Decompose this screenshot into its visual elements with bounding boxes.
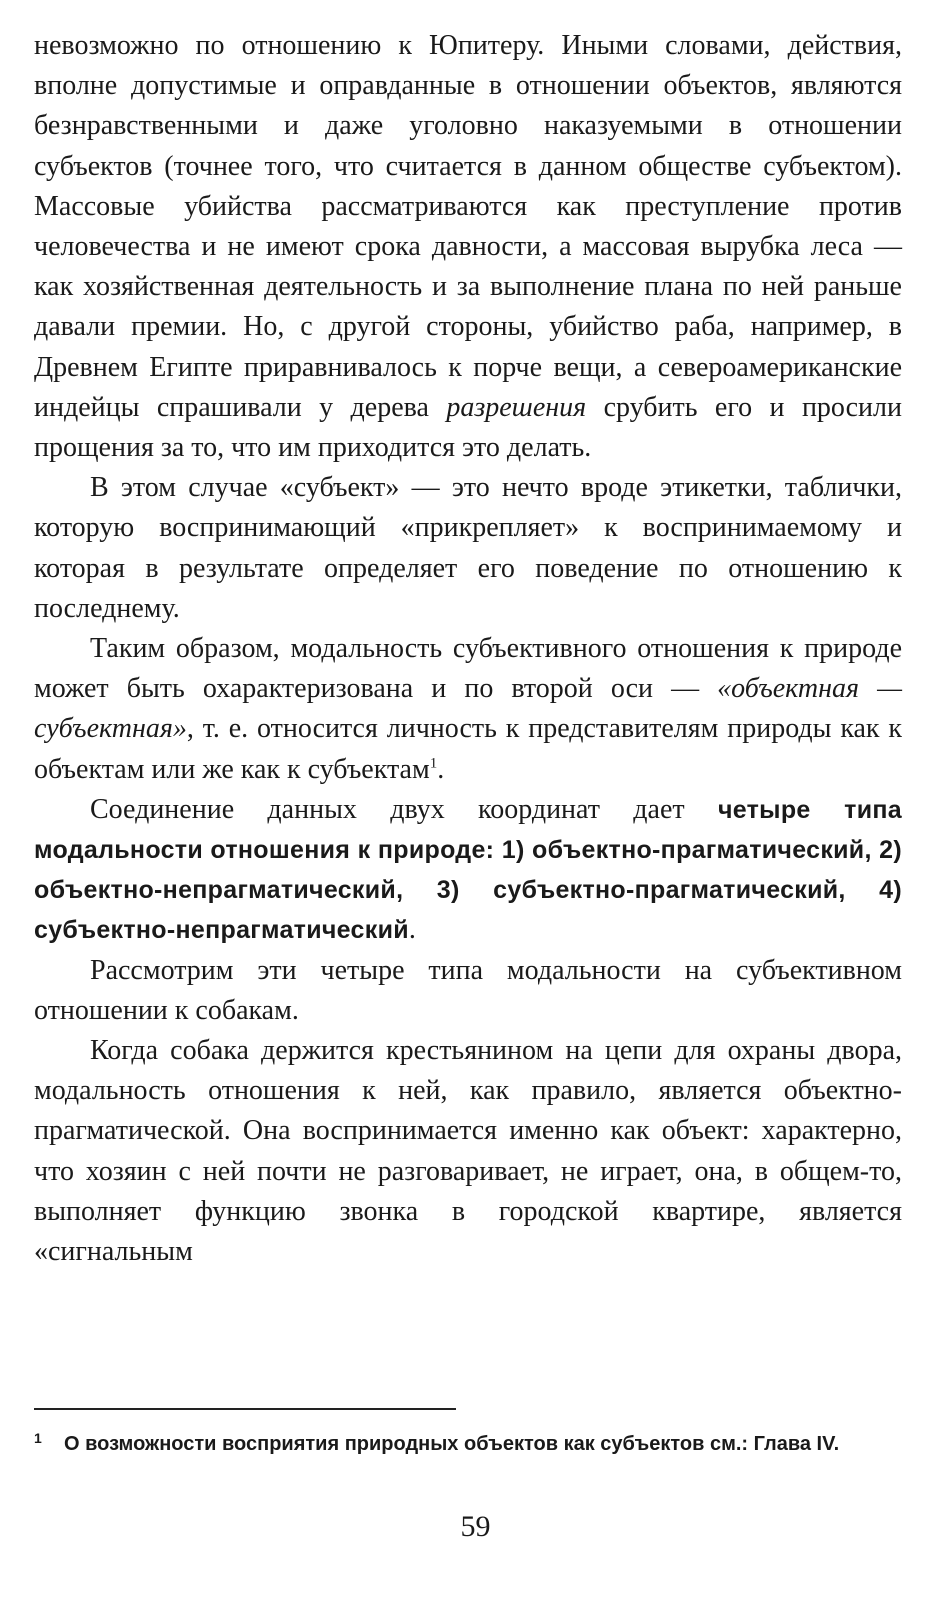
paragraph-3-text-a: Таким образом, модальность субъективного отношения к природе может быть охарактеризована и по второй оси — [34, 633, 902, 705]
paragraph-1-italic: разрешения [446, 391, 587, 423]
paragraph-1-text-a: невозможно по отношению к Юпитеру. Иными словами, действия, вполне допустимые и оправданные в отношении объектов, являются безнравственными и даже уголовно наказуемыми в отношении субъектов (точнее того, что считается в данном обществе субъектом). Массовые убийства рассматриваются как преступление против человечества и не имеют срока давности, а массовая вырубка леса — как хозяйственная деятельность и за выполнение плана по ней раньше давали премии. Но, с другой стороны, убийство раба, например, в Древнем Египте приравнивалось к порче вещи, а североамериканские индейцы спрашивали у дерева [34, 30, 902, 423]
paragraph-4 [34, 790, 902, 951]
body-text [34, 26, 902, 1272]
paragraph-5: Рассмотрим эти четыре типа модальности на субъективном отношении к собакам. [34, 954, 902, 1026]
paragraph-3-italic: «объектная — субъектная» [34, 673, 902, 745]
paragraph-4-text-a: Соединение данных двух координат дает [90, 793, 718, 825]
paragraph-4-text-b: . [408, 914, 416, 946]
paragraph-2: В этом случае «субъект» — это нечто вроде этикетки, таблички, которую воспринимающий «прикрепляет» к воспринимаемому и которая в результате определяет его поведение по отношению к последнему. [34, 472, 902, 624]
paragraph-6: Когда собака держится крестьянином на цепи для охраны двора, модальность отношения к ней, как правило, является объектно-прагматической. Она воспринимается именно как объект: характерно, что хозяин с ней почти не разговаривает, не играет, она, в общем-то, выполняет функцию звонка в городской квартире, является «сигнальным [34, 1035, 902, 1268]
paragraph-3-text-b: , т. е. относится личность к представителям природы как к объектам или же как к субъектам [34, 713, 902, 785]
footnote-mark: 1 [34, 1430, 42, 1446]
page-number: 59 [460, 1510, 491, 1543]
paragraph-4-bold: четыре типа модальности отношения к природе: 1) объектно-прагматический, 2) объектно-непрагматический, 3) субъектно-прагматический, 4) субъектно-непрагматический [34, 795, 902, 945]
footnote-text: О возможности восприятия природных объектов как субъектов см.: Глава IV. [64, 1433, 840, 1455]
paragraph-3-text-c: . [437, 753, 445, 785]
paragraph-1 [34, 26, 902, 468]
footnote-reference: 1 [429, 755, 438, 772]
paragraph-1-text-b: срубить его и просили прощения за то, что им приходится это делать. [34, 391, 902, 464]
paragraph-3 [34, 629, 902, 790]
footnote [34, 1428, 902, 1461]
footnote-divider [34, 1408, 456, 1410]
